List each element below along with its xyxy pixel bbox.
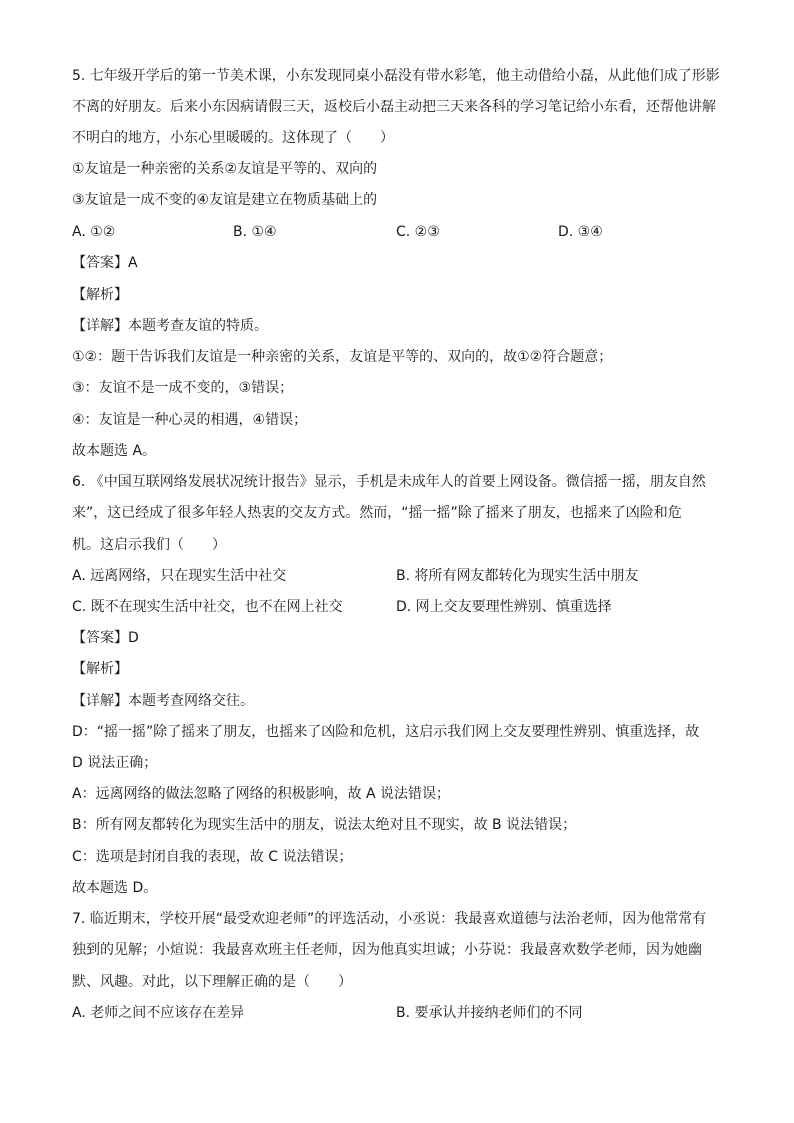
q5-stem-line-1: 5. 七年级开学后的第一节美术课，小东发现同桌小磊没有带水彩笔，他主动借给小磊，从此他们成了形影: [72, 68, 720, 84]
q5-analysis-heading: 【解析】: [72, 287, 128, 303]
q6-detail-7: 故本题选 D。: [72, 880, 158, 896]
q5-detail-3: ③：友谊不是一成不变的，③错误；: [72, 380, 294, 396]
q5-stem-line-3: 不明白的地方，小东心里暖暖的。这体现了（ ）: [72, 130, 394, 146]
q6-analysis-heading: 【解析】: [72, 661, 128, 677]
q5-option-c: C. ②③: [396, 224, 440, 240]
q7-stem-line-2: 独到的见解；小煊说：我最喜欢班主任老师，因为他真实坦诚；小芬说：我最喜欢数学老师，因为她幽: [72, 942, 702, 958]
q6-option-b: B. 将所有网友都转化为现实生活中朋友: [396, 568, 639, 584]
q5-option-d: D. ③④: [558, 224, 603, 240]
q5-detail-5: 故本题选 A。: [72, 443, 157, 459]
q5-stem-line-2: 不离的好朋友。后来小东因病请假三天，返校后小磊主动把三天来各科的学习笔记给小东看，还帮他讲解: [72, 99, 716, 115]
q6-detail-1: 【详解】本题考查网络交往。: [72, 693, 254, 709]
q6-option-c: C. 既不在现实生活中社交，也不在网上社交: [72, 599, 343, 615]
q5-detail-1: 【详解】本题考查友谊的特质。: [72, 318, 268, 334]
q5-detail-2: ①②：题干告诉我们友谊是一种亲密的关系，友谊是平等的、双向的，故①②符合题意；: [72, 349, 613, 365]
q6-detail-2: D：“摇一摇”除了摇来了朋友，也摇来了凶险和危机，这启示我们网上交友要理性辨别、慎重选择，故: [72, 724, 700, 740]
q6-detail-5: B：所有网友都转化为现实生活中的朋友，说法太绝对且不现实，故 B 说法错误；: [72, 817, 577, 833]
q6-option-d: D. 网上交友要理性辨别、慎重选择: [396, 599, 612, 615]
q6-detail-3: D 说法正确；: [72, 755, 158, 771]
q7-stem-line-1: 7. 临近期末，学校开展“最受欢迎老师”的评选活动，小丞说：我最喜欢道德与法治老师，因为他常常有: [72, 911, 707, 927]
q5-option-b: B. ①④: [233, 224, 277, 240]
q5-option-a: A. ①②: [72, 224, 116, 240]
q6-stem-line-2: 来”，这已经成了很多年轻人热衷的交友方式。然而，“摇一摇”除了摇来了朋友，也摇来了凶险和危: [72, 505, 682, 521]
q6-option-a: A. 远离网络，只在现实生活中社交: [72, 568, 287, 584]
q5-detail-4: ④：友谊是一种心灵的相遇，④错误；: [72, 412, 308, 428]
q7-option-b: B. 要承认并接纳老师们的不同: [396, 1005, 583, 1021]
q5-answer: 【答案】A: [72, 255, 138, 271]
q5-statement-2: ③友谊是一成不变的④友谊是建立在物质基础上的: [72, 192, 378, 208]
q6-detail-6: C：选项是封闭自我的表现，故 C 说法错误；: [72, 849, 353, 865]
q7-stem-line-3: 默、风趣。对此，以下理解正确的是（ ）: [72, 974, 352, 990]
q6-answer: 【答案】D: [72, 630, 139, 646]
q6-stem-line-3: 机。这启示我们（ ）: [72, 537, 226, 553]
q7-option-a: A. 老师之间不应该存在差异: [72, 1005, 245, 1021]
q6-stem-line-1: 6. 《中国互联网络发展状况统计报告》显示，手机是未成年人的首要上网设备。微信摇一摇，朋友自然: [72, 474, 706, 490]
q5-statement-1: ①友谊是一种亲密的关系②友谊是平等的、双向的: [72, 161, 378, 177]
q6-detail-4: A：远离网络的做法忽略了网络的积极影响，故 A 说法错误；: [72, 786, 451, 802]
